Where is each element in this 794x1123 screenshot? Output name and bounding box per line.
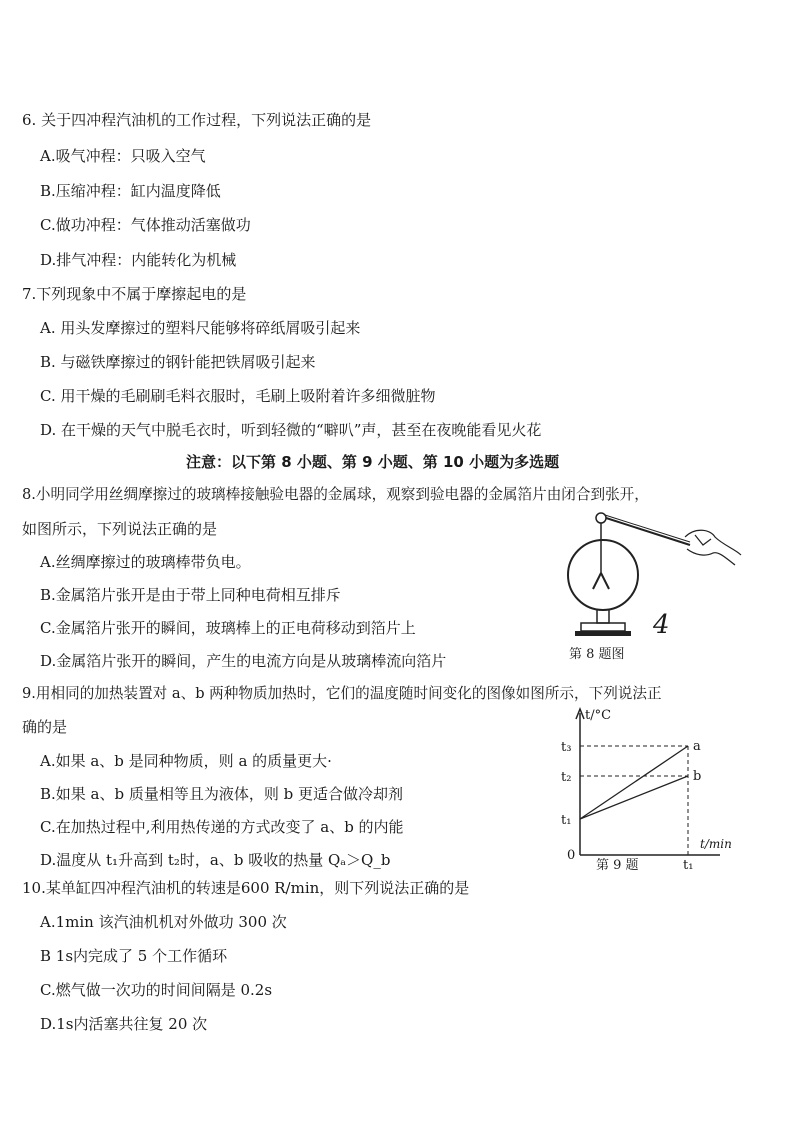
q8-figure-caption: 第 8 题图 bbox=[569, 647, 625, 662]
metal-foils bbox=[593, 573, 609, 589]
handwritten-mark: 4 bbox=[653, 610, 670, 640]
q8-option-c: C.金属箔片张开的瞬间，玻璃棒上的正电荷移动到箔片上 bbox=[40, 619, 416, 637]
q10-stem: 10.某单缸四冲程汽油机的转速是600 R/min，则下列说法正确的是 bbox=[22, 879, 470, 897]
hand bbox=[685, 530, 741, 565]
q9-option-a: A.如果 a、b 是同种物质，则 a 的质量更大· bbox=[40, 752, 332, 770]
x-axis-label: t/min bbox=[700, 837, 732, 851]
q10-option-a: A.1min 该汽油机机对外做功 300 次 bbox=[40, 913, 287, 931]
q9-stem-line2: 确的是 bbox=[22, 718, 68, 736]
glass-rod bbox=[603, 517, 690, 545]
q6-option-a: A.吸气冲程：只吸入空气 bbox=[40, 147, 206, 165]
q8-option-a: A.丝绸摩擦过的玻璃棒带负电。 bbox=[40, 553, 251, 571]
q7-stem: 7.下列现象中不属于摩擦起电的是 bbox=[22, 285, 247, 303]
metal-ball bbox=[596, 513, 606, 523]
origin-label: 0 bbox=[567, 848, 576, 863]
q10-option-c: C.燃气做一次功的时间间隔是 0.2s bbox=[40, 981, 273, 999]
q10-option-b: B 1s内完成了 5 个工作循环 bbox=[40, 947, 228, 965]
electroscope-figure bbox=[545, 505, 745, 655]
y-axis-label: t/°C bbox=[585, 708, 612, 723]
q6-option-c: C.做功冲程：气体推动活塞做功 bbox=[40, 216, 251, 234]
q7-option-a: A. 用头发摩擦过的塑料尺能够将碎纸屑吸引起来 bbox=[40, 319, 361, 337]
x-tick-t1: t₁ bbox=[683, 858, 694, 873]
temperature-time-graph bbox=[555, 705, 735, 873]
q9-stem-line1: 9.用相同的加热装置对 a、b 两种物质加热时，它们的温度随时间变化的图像如图所示，下列说法正 bbox=[22, 685, 662, 702]
q7-option-b: B. 与磁铁摩擦过的钢针能把铁屑吸引起来 bbox=[40, 353, 316, 371]
q8-stem-line2: 如图所示，下列说法正确的是 bbox=[22, 520, 218, 538]
stand bbox=[597, 610, 609, 623]
q6-option-b: B.压缩冲程：缸内温度降低 bbox=[40, 182, 221, 200]
q6-stem: 6. 关于四冲程汽油机的工作过程，下列说法正确的是 bbox=[22, 111, 372, 129]
y-tick-t1: t₁ bbox=[561, 813, 572, 828]
q8-option-b: B.金属箔片张开是由于带上同种电荷相互排斥 bbox=[40, 586, 341, 604]
y-tick-t3: t₃ bbox=[561, 740, 572, 755]
q9-option-c: C.在加热过程中,利用热传递的方式改变了 a、b 的内能 bbox=[40, 818, 404, 836]
q10-option-d: D.1s内活塞共往复 20 次 bbox=[40, 1015, 208, 1033]
multi-choice-note: 注意：以下第 8 小题、第 9 小题、第 10 小题为多选题 bbox=[186, 453, 560, 471]
q9-option-b: B.如果 a、b 质量相等且为液体，则 b 更适合做冷却剂 bbox=[40, 785, 404, 803]
y-tick-t2: t₂ bbox=[561, 770, 572, 785]
q8-option-d: D.金属箔片张开的瞬间，产生的电流方向是从玻璃棒流向箔片 bbox=[40, 652, 447, 670]
series-label-a: a bbox=[693, 739, 701, 754]
q7-option-c: C. 用干燥的毛刷刷毛料衣服时，毛刷上吸附着许多细微脏物 bbox=[40, 387, 436, 405]
q6-option-d: D.排气冲程：内能转化为机械 bbox=[40, 251, 237, 269]
q9-figure-caption: 第 9 题 bbox=[596, 858, 639, 873]
q7-option-d: D. 在干燥的天气中脱毛衣时，听到轻微的“噼叭”声，甚至在夜晚能看见火花 bbox=[40, 421, 542, 439]
q8-stem-line1: 8.小明同学用丝绸摩擦过的玻璃棒接触验电器的金属球，观察到验电器的金属箔片由闭合到张开， bbox=[22, 486, 649, 503]
q9-option-d: D.温度从 t₁升高到 t₂时，a、b 吸收的热量 Qₐ＞Q_b bbox=[40, 851, 391, 869]
series-label-b: b bbox=[693, 769, 702, 784]
